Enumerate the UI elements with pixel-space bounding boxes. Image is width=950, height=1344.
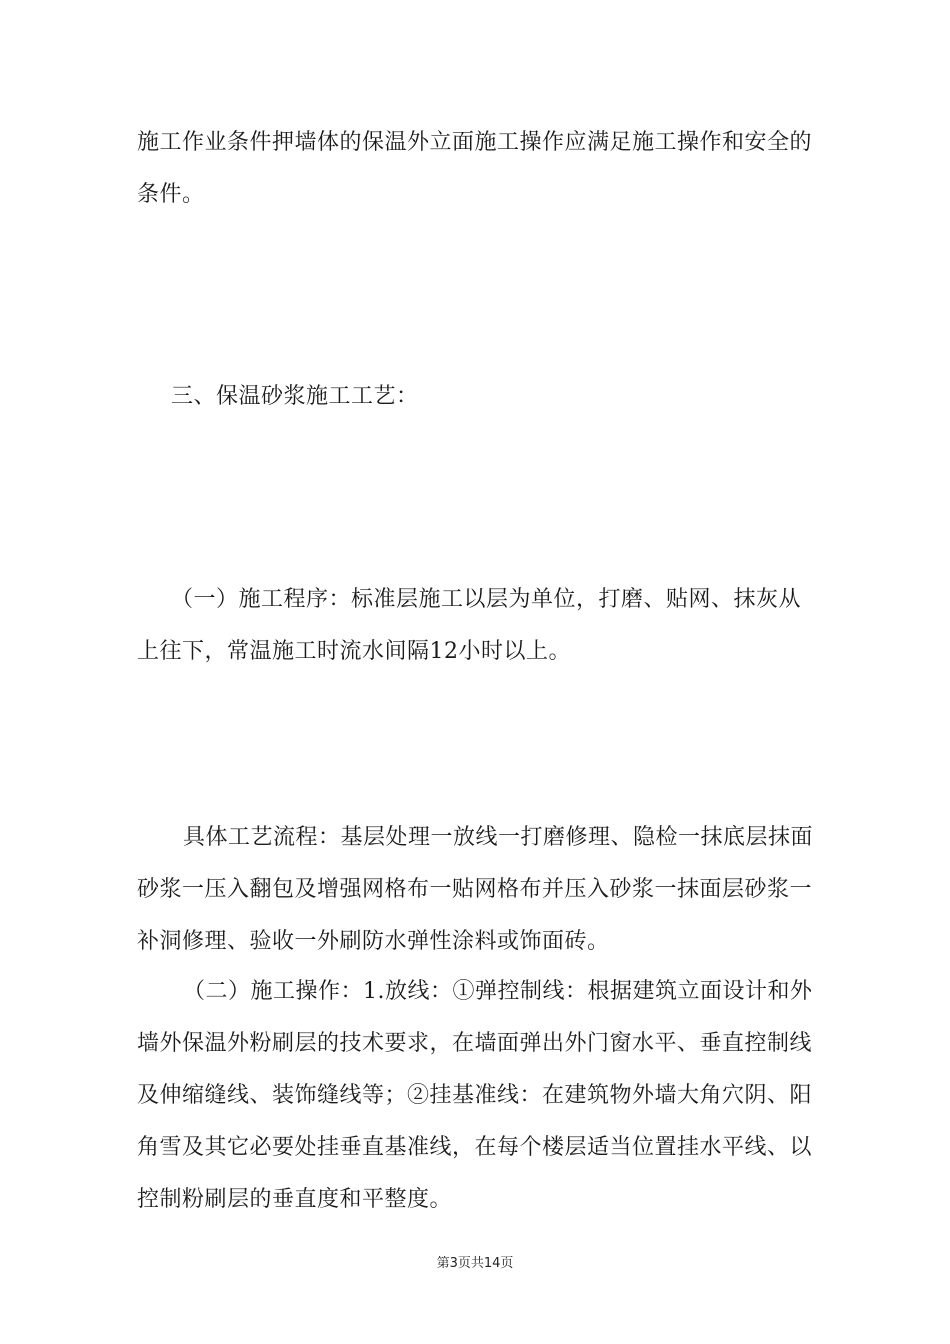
paragraph-work-conditions: 施工作业条件押墙体的保温外立面施工操作应满足施工操作和安全的条件。 (137, 130, 813, 207)
paragraph-construction-operation: （二）施工操作：1.放线：①弹控制线：根据建筑立面设计和外墙外保温外粉刷层的技术要求，在墙面弹出外门窗水平、垂直控制线及伸缩缝线、装饰缝线等；②挂基准线：在建筑物外墙大角穴阴、阳角雪及其它必要处挂垂直基准线，在每个楼层适当位置挂水平线、以控制粉刷层的垂直度和平整度。 (137, 979, 813, 1212)
paragraph-process-flow: 具体工艺流程：基层处理一放线一打磨修理、隐检一抹底层抹面砂浆一压入翻包及增强网格布一贴网格布并压入砂浆一抹面层砂浆一补洞修理、验收一外刷防水弹性涂料或饰面砖。 (137, 825, 814, 954)
section-heading-3: 三、保温砂浆施工工艺： (171, 384, 419, 409)
paragraph-construction-procedure: （一）施工程序：标准层施工以层为单位，打磨、贴网、抹灰从上往下，常温施工时流水间隔12小时以上。 (137, 587, 802, 664)
page-number-footer: 第3页共14页 (436, 1256, 514, 1271)
